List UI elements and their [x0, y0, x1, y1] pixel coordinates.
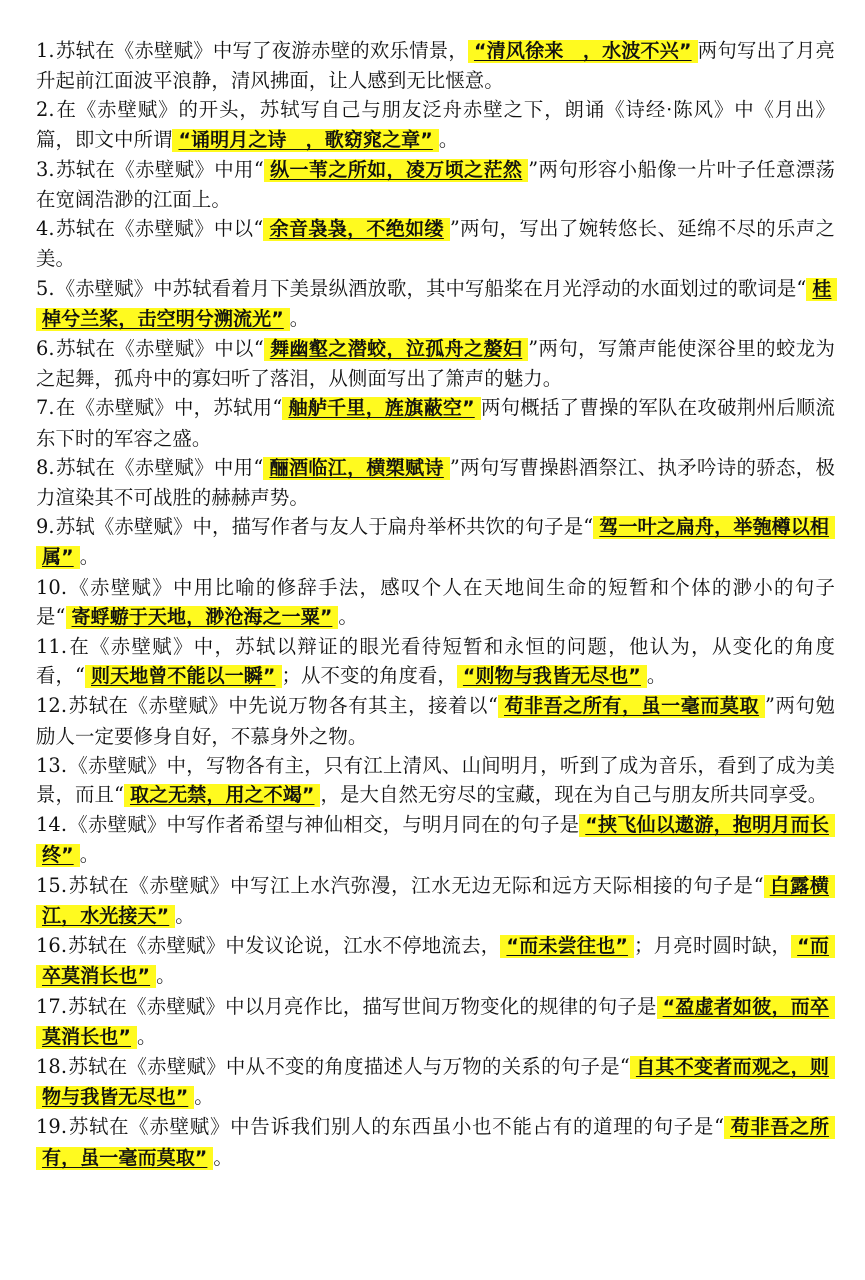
question-text-after: 。: [79, 843, 100, 867]
question-text-after: 。: [438, 127, 459, 151]
question-text: 《赤壁赋》中写作者希望与神仙相交，与明月同在的句子是: [68, 813, 580, 837]
question-number: 4.: [36, 217, 55, 241]
question-19: [36, 1112, 835, 1172]
question-text: 苏轼在《赤壁赋》中以月亮作比，描写世间万物变化的规律的句子是: [68, 994, 657, 1018]
question-number: 1.: [36, 39, 55, 62]
question-number: 16.: [36, 934, 68, 958]
question-text-after: 。: [156, 964, 176, 988]
question-11: [36, 632, 835, 691]
answer-highlight: 寄蜉蝣于天地，渺沧海之一粟”: [66, 606, 339, 629]
question-6: [36, 334, 835, 393]
question-text-after: ”两句写曹操斟酒祭江、执矛吟诗的骄态，极力渲染其不可战胜的赫赫声势。: [36, 455, 835, 510]
question-text: 苏轼在《赤壁赋》中用“: [55, 455, 264, 479]
question-text: 苏轼在《赤壁赋》中以“: [55, 217, 264, 241]
answer-highlight: 驾一叶之扁舟，举匏樽以相属”: [36, 516, 835, 569]
answer-highlight: 取之无禁，用之不竭”: [124, 784, 321, 807]
question-number: 8.: [36, 455, 55, 479]
question-number: 18.: [36, 1054, 68, 1078]
question-text-middle: ；月亮时圆时缺，: [634, 934, 792, 958]
question-2: [36, 95, 835, 154]
question-number: 15.: [36, 873, 68, 897]
answer-highlight: 白露横江，水光接天”: [36, 875, 835, 928]
question-number: 9.: [36, 515, 55, 539]
question-text: 《赤壁赋》中，写物各有主，只有江上清风、山间明月，听到了成为音乐，看到了成为美景，而且“: [36, 753, 835, 807]
question-text: 苏轼在《赤壁赋》中从不变的角度描述人与万物的关系的句子是“: [68, 1054, 630, 1078]
question-10: [36, 573, 835, 632]
answer-highlight: 纵一苇之所如，凌万顷之茫然: [264, 159, 528, 182]
question-number: 12.: [36, 694, 68, 718]
answer-highlight: 自其不变者而观之，则物与我皆无尽也”: [36, 1056, 835, 1109]
question-text: 苏轼在《赤壁赋》中写江上水汽弥漫，江水无边无际和远方天际相接的句子是“: [68, 873, 764, 897]
question-text: 苏轼在《赤壁赋》中写了夜游赤壁的欢乐情景，: [55, 39, 468, 62]
question-7: [36, 393, 835, 452]
question-text-after: ”两句，写出了婉转悠长、延绵不尽的乐声之美。: [36, 217, 835, 271]
question-13: [36, 751, 835, 810]
question-number: 3.: [36, 157, 55, 181]
question-text-after: 。: [137, 1024, 157, 1048]
answer-highlight: 桂棹兮兰桨，击空明兮溯流光”: [36, 278, 837, 331]
question-14: [36, 810, 835, 870]
answer-highlight: 酾酒临江，横槊赋诗: [263, 457, 449, 480]
question-text-after: 两句写出了月亮升起前江面波平浪静，清风拂面，让人感到无比惬意。: [36, 39, 835, 93]
question-16: [36, 931, 835, 991]
question-text-after: ，是大自然无穷尽的宝藏，现在为自己与朋友所共同享受。: [320, 783, 828, 807]
question-text: 苏轼在《赤壁赋》中用“: [55, 157, 264, 181]
answer-highlight-2: “则物与我皆无尽也”: [457, 665, 647, 688]
question-number: 2.: [36, 98, 55, 122]
question-4: [36, 214, 835, 273]
question-text-after: 。: [79, 545, 100, 569]
answer-highlight-2: “而卒莫消长也”: [36, 935, 835, 988]
question-text: 苏轼在《赤壁赋》中告诉我们别人的东西虽小也不能占有的道理的句子是“: [68, 1115, 725, 1139]
question-number: 14.: [36, 813, 68, 837]
question-text-after: 。: [194, 1085, 214, 1109]
question-3: [36, 155, 835, 214]
question-text-after: 。: [175, 903, 195, 927]
question-number: 6.: [36, 337, 55, 361]
question-text: 在《赤壁赋》的开头，苏轼写自己与朋友泛舟赤壁之下，朗诵《诗经·陈风》中《月出》篇，即文中所谓: [36, 98, 835, 151]
question-17: [36, 992, 835, 1052]
question-text: 苏轼在《赤壁赋》中以“: [55, 337, 264, 361]
question-8: [36, 453, 835, 512]
question-1: [36, 36, 835, 95]
question-text-after: 。: [646, 664, 667, 688]
question-number: 10.: [36, 575, 68, 599]
question-15: [36, 871, 835, 931]
answer-highlight: 舞幽壑之潜蛟，泣孤舟之嫠妇: [264, 338, 528, 361]
answer-highlight: “清风徐来 ，水波不兴”: [468, 40, 698, 63]
answer-highlight: “盈虚者如彼，而卒莫消长也”: [36, 996, 835, 1049]
answer-highlight: “挟飞仙以遨游，抱明月而长终”: [36, 814, 835, 867]
answer-highlight: 苟非吾之所有，虽一毫而莫取”: [36, 1116, 835, 1169]
question-9: [36, 512, 835, 572]
question-text: 苏轼在《赤壁赋》中先说万物各有其主，接着以“: [68, 694, 499, 718]
question-number: 17.: [36, 994, 68, 1018]
answer-highlight: 则天地曾不能以一瞬”: [85, 665, 282, 688]
question-number: 13.: [36, 753, 68, 777]
question-text-after: 。: [213, 1145, 233, 1169]
question-text: 《赤壁赋》中用比喻的修辞手法，感叹个人在天地间生命的短暂和个体的渺小的句子是“: [36, 575, 835, 628]
question-text: 苏轼在《赤壁赋》中发议论说，江水不停地流去，: [68, 934, 501, 958]
question-number: 5.: [36, 276, 55, 300]
answer-highlight: “诵明月之诗 ，歌窈窕之章”: [172, 129, 438, 152]
answer-highlight: “而未尝往也”: [500, 935, 634, 958]
question-text: 《赤壁赋》中苏轼看着月下美景纵酒放歌，其中写船桨在月光浮动的水面划过的歌词是“: [55, 276, 807, 300]
question-text-middle: ；从不变的角度看，: [281, 664, 457, 688]
question-text-after: 。: [289, 306, 310, 330]
answer-highlight: 苟非吾之所有，虽一毫而莫取: [498, 695, 765, 718]
question-number: 19.: [36, 1115, 68, 1139]
question-text-after: ”两句勉励人一定要修身自好，不慕身外之物。: [36, 694, 835, 748]
question-text: 在《赤壁赋》中，苏轼用“: [55, 396, 283, 420]
question-18: [36, 1052, 835, 1112]
question-5: [36, 274, 835, 334]
question-text-after: 两句概括了曹操的军队在攻破荆州后顺流东下时的军容之盛。: [36, 396, 835, 450]
question-number: 7.: [36, 396, 55, 420]
question-number: 11.: [36, 635, 68, 659]
answer-highlight: 余音袅袅，不绝如缕: [263, 218, 449, 241]
question-text-after: ”两句形容小船像一片叶子任意漂荡在宽阔浩渺的江面上。: [36, 157, 836, 212]
question-text: 在《赤壁赋》中，苏轼以辩证的眼光看待短暂和永恒的问题，他认为，从变化的角度看，“: [36, 635, 835, 688]
answer-highlight: 舳舻千里，旌旗蔽空”: [282, 397, 480, 420]
question-text-after: ”两句，写箫声能使深谷里的蛟龙为之起舞，孤舟中的寡妇听了落泪，从侧面写出了箫声的魅力。: [36, 337, 836, 391]
question-text: 苏轼《赤壁赋》中，描写作者与友人于扁舟举杯共饮的句子是“: [55, 515, 594, 539]
question-12: [36, 691, 835, 750]
question-text-after: 。: [338, 604, 358, 628]
